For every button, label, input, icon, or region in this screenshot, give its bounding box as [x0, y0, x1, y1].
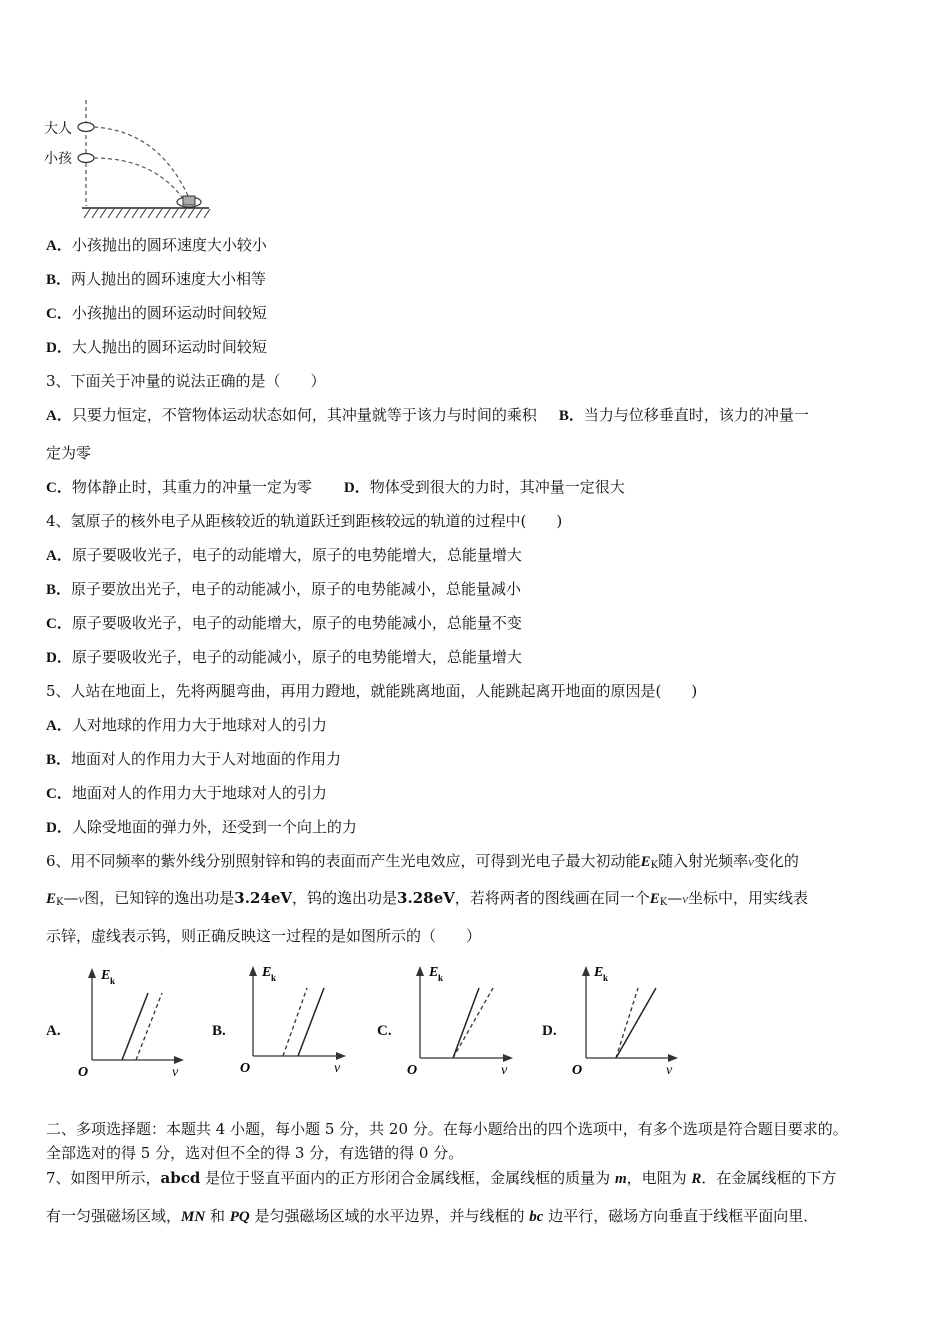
q6-graph-c-letter: C. — [377, 1023, 392, 1039]
q2-option-c: C．小孩抛出的圆环运动时间较短 — [46, 304, 267, 322]
ground-hatching — [84, 209, 210, 218]
x-label: v — [172, 1065, 179, 1080]
adult-trajectory — [94, 127, 189, 198]
y-label-k: k — [271, 973, 277, 983]
y-label-e: E — [262, 965, 272, 980]
q6-graph-c — [375, 958, 525, 1078]
dashed-line-tungsten — [283, 988, 307, 1056]
x-arrow — [668, 1054, 678, 1062]
y-label-e: E — [101, 968, 111, 983]
q6-graph-a-letter: A. — [46, 1023, 61, 1039]
label-child: 小孩 — [44, 151, 72, 167]
y-arrow — [88, 968, 96, 978]
q3-stem: 3、下面关于冲量的说法正确的是（ ） — [46, 372, 326, 390]
dashed-line-tungsten — [136, 993, 162, 1060]
q2-option-b: B．两人抛出的圆环速度大小相等 — [46, 270, 267, 288]
q6-graph-d — [540, 958, 690, 1078]
q4-stem: 4、氢原子的核外电子从距核较近的轨道跃迁到距核较远的轨道的过程中( ) — [46, 512, 563, 530]
child-ring — [78, 154, 94, 163]
q4-option-d: D．原子要吸收光子，电子的动能减小，原子的电势能增大，总能量增大 — [46, 648, 522, 666]
q7-line-1: 7、如图甲所示，abcd 是位于竖直平面内的正方形闭合金属线框，金属线框的质量为 m，电阻为 R．在金属线框的下方 — [46, 1169, 837, 1187]
q3-options-ab: A．只要力恒定，不管物体运动状态如何，其冲量就等于该力与时间的乘积 B．当力与位移垂直时，该力的冲量一 — [46, 406, 809, 424]
x-arrow — [174, 1056, 184, 1064]
x-arrow — [336, 1052, 346, 1060]
y-label-k: k — [603, 973, 609, 983]
q5-stem: 5、人站在地面上，先将两腿弯曲，再用力蹬地，就能跳离地面，人能跳起离开地面的原因是( ) — [46, 682, 698, 700]
x-label: v — [501, 1063, 508, 1078]
solid-line-zinc — [453, 988, 479, 1058]
target-object — [183, 196, 195, 205]
x-label: v — [334, 1061, 341, 1076]
x-label: v — [666, 1063, 673, 1078]
y-label-k: k — [438, 973, 444, 983]
solid-line-zinc — [616, 988, 656, 1058]
q6-graph-d-plot — [540, 958, 690, 1078]
q2-option-d: D．大人抛出的圆环运动时间较短 — [46, 338, 267, 356]
q6-graph-a — [44, 960, 194, 1080]
q7-line-2: 有一匀强磁场区域，MN 和 PQ 是匀强磁场区域的水平边界，并与线框的 bc 边平行，磁场方向垂直于线框平面向里． — [46, 1207, 819, 1225]
q6-graph-c-plot — [375, 958, 525, 1078]
q5-option-a: A．人对地球的作用力大于地球对人的引力 — [46, 716, 327, 734]
q6-graph-b-plot — [210, 958, 360, 1078]
q6-graph-b — [210, 958, 360, 1078]
y-arrow — [582, 966, 590, 976]
q5-option-b: B．地面对人的作用力大于人对地面的作用力 — [46, 750, 342, 768]
origin-label: O — [407, 1063, 418, 1078]
q5-option-d: D．人除受地面的弹力外，还受到一个向上的力 — [46, 818, 357, 836]
q4-option-b: B．原子要放出光子，电子的动能减小，原子的电势能减小，总能量减小 — [46, 580, 522, 598]
ring-toss-drawing — [44, 96, 214, 226]
origin-label: O — [78, 1065, 89, 1080]
solid-line-zinc — [298, 988, 324, 1056]
section2-line-1: 二、多项选择题：本题共 4 小题，每小题 5 分，共 20 分。在每小题给出的四个选项中，有多个选项是符合题目要求的。 — [46, 1120, 848, 1138]
q4-option-a: A．原子要吸收光子，电子的动能增大，原子的电势能增大，总能量增大 — [46, 546, 522, 564]
adult-ring — [78, 123, 94, 132]
dashed-line-tungsten — [453, 988, 493, 1058]
x-arrow — [503, 1054, 513, 1062]
ring-toss-figure — [44, 96, 214, 226]
q3-options-cd: C．物体静止时，其重力的冲量一定为零 D．物体受到很大的力时，其冲量一定很大 — [46, 478, 625, 496]
q5-option-c: C．地面对人的作用力大于地球对人的引力 — [46, 784, 327, 802]
q3-option-b-cont: 定为零 — [46, 444, 92, 462]
q6-line-1: 6、用不同频率的紫外线分别照射锌和钨的表面而产生光电效应，可得到光电子最大初动能$E_K$随入射光频率ν变化的 — [46, 852, 799, 871]
dashed-line-tungsten — [616, 988, 638, 1058]
section2-line-2: 全部选对的得 5 分，选对但不全的得 3 分，有选错的得 0 分。 — [46, 1144, 464, 1162]
child-trajectory — [94, 158, 184, 200]
origin-label: O — [572, 1063, 583, 1078]
q6-line-2: $E_K—\nu$图，已知锌的逸出功是3.24eV，钨的逸出功是3.28eV，若将两者的图线画在同一个$E_K—\nu$坐标中，用实线表 — [46, 889, 809, 908]
q6-graph-b-letter: B. — [212, 1023, 226, 1039]
origin-label: O — [240, 1061, 251, 1076]
q2-option-a: A．小孩抛出的圆环速度大小较小 — [46, 236, 267, 254]
label-adult: 大人 — [44, 121, 72, 137]
y-label-e: E — [429, 965, 439, 980]
q6-graph-a-plot — [44, 960, 194, 1080]
solid-line-zinc — [122, 993, 148, 1060]
q6-graph-d-letter: D. — [542, 1023, 557, 1039]
q4-option-c: C．原子要吸收光子，电子的动能增大，原子的电势能减小，总能量不变 — [46, 614, 522, 632]
y-arrow — [416, 966, 424, 976]
y-arrow — [249, 966, 257, 976]
y-label-k: k — [110, 976, 116, 986]
q6-line-3: 示锌，虚线表示钨，则正确反映这一过程的是如图所示的（ ） — [46, 927, 482, 945]
y-label-e: E — [594, 965, 604, 980]
